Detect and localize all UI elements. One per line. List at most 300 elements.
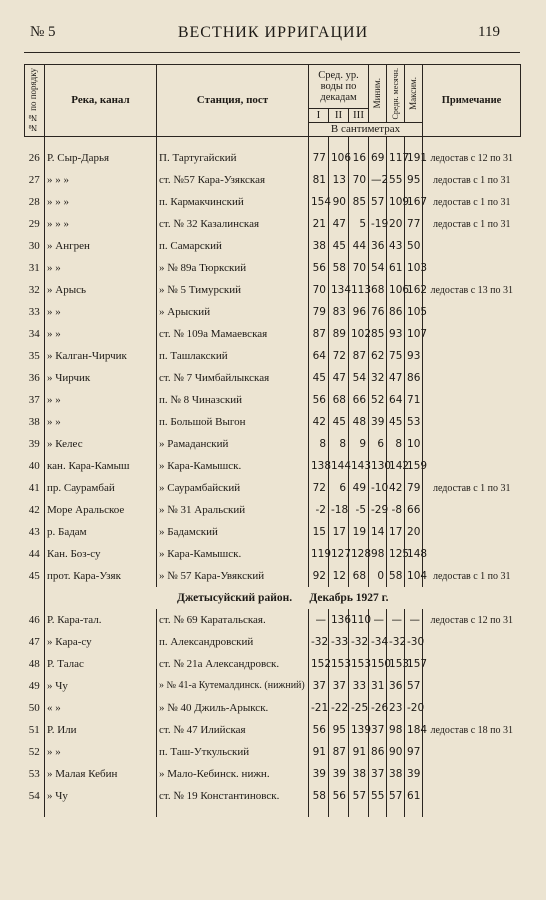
table-row (25, 213, 521, 235)
cell-river: » Калган-Чирчик (45, 345, 157, 367)
cell-d2: 45 (329, 411, 349, 433)
cell-min: 68 (369, 279, 387, 301)
cell-river: Море Аральское (45, 499, 157, 521)
cell-station: » № 41-а Кутемалдинск. (нижний) (157, 675, 309, 697)
table-row (25, 301, 521, 323)
cell-n: 28 (28, 195, 40, 208)
cell-n: 51 (28, 723, 40, 736)
cell-min: 150 (369, 653, 387, 675)
cell-d3: 57 (349, 785, 369, 807)
cell-d2: 68 (329, 389, 349, 411)
cell-station: » № 89а Тюркский (157, 257, 309, 279)
cell-d1: 79 (309, 301, 329, 323)
cell-station: П. Тартугайский (157, 147, 309, 169)
cell-station: » Кара-Камышск. (157, 543, 309, 565)
cell-d2: 56 (329, 785, 349, 807)
cell-d3: 96 (349, 301, 369, 323)
cell-d1: 119 (309, 543, 329, 565)
cell-max: 79 (405, 477, 423, 499)
cell-min: 57 (369, 191, 387, 213)
table-row (25, 741, 521, 763)
cell-d1: 8 (309, 433, 329, 455)
cell-d1: — (309, 609, 329, 631)
cell-max: 20 (405, 521, 423, 543)
cell-station: п. Большой Выгон (157, 411, 309, 433)
cell-note (423, 697, 521, 719)
cell-mean: 90 (387, 741, 405, 763)
cell-mean: 125 (387, 543, 405, 565)
spacer-row (25, 137, 521, 148)
table-row (25, 609, 521, 631)
cell-n: 30 (28, 239, 40, 252)
cell-min: 85 (369, 323, 387, 345)
cell-d3: 87 (349, 345, 369, 367)
cell-d3: 44 (349, 235, 369, 257)
section-row (25, 587, 521, 609)
cell-min: —2 (369, 169, 387, 191)
cell-max: 53 (405, 411, 423, 433)
cell-note: ледостав с 1 по 31 (423, 565, 521, 587)
cell-max: 105 (405, 301, 423, 323)
cell-n: 46 (28, 613, 40, 626)
cell-d2: 47 (329, 213, 349, 235)
table-row (25, 147, 521, 169)
cell-mean: 117 (387, 147, 405, 169)
water-level-table (24, 64, 521, 817)
cell-max: 61 (405, 785, 423, 807)
cell-d1: 87 (309, 323, 329, 345)
cell-d2: 39 (329, 763, 349, 785)
cell-river: Р. Или (45, 719, 157, 741)
cell-d2: 47 (329, 367, 349, 389)
table-row (25, 477, 521, 499)
cell-station: п. Самарский (157, 235, 309, 257)
table-row (25, 279, 521, 301)
cell-note: ледостав с 12 по 31 (423, 609, 521, 631)
cell-note (423, 345, 521, 367)
cell-d1: -21 (309, 697, 329, 719)
cell-d3: 38 (349, 763, 369, 785)
cell-mean: — (387, 609, 405, 631)
cell-river: » » » (45, 191, 157, 213)
col-header-river: Река, канал (45, 65, 157, 137)
cell-min: 54 (369, 257, 387, 279)
cell-min: -29 (369, 499, 387, 521)
col-header-dec1: I (309, 109, 329, 123)
cell-n: 33 (28, 305, 40, 318)
cell-d2: -18 (329, 499, 349, 521)
cell-max: 167 (405, 191, 423, 213)
cell-river: » Чу (45, 675, 157, 697)
cell-mean: 36 (387, 675, 405, 697)
cell-mean: 93 (387, 323, 405, 345)
cell-mean: 106 (387, 279, 405, 301)
cell-n: 26 (28, 151, 40, 164)
table-row (25, 785, 521, 807)
cell-d2: 127 (329, 543, 349, 565)
cell-note (423, 499, 521, 521)
table-row (25, 763, 521, 785)
cell-d2: 13 (329, 169, 349, 191)
cell-note (423, 301, 521, 323)
cell-min: -19 (369, 213, 387, 235)
col-header-station: Станция, пост (157, 65, 309, 137)
cell-note (423, 631, 521, 653)
cell-n: 38 (28, 415, 40, 428)
cell-min: 14 (369, 521, 387, 543)
cell-d2: 17 (329, 521, 349, 543)
cell-d1: 77 (309, 147, 329, 169)
cell-min: 39 (369, 411, 387, 433)
cell-river: пр. Саурамбай (45, 477, 157, 499)
cell-min: 37 (369, 763, 387, 785)
cell-min: 6 (369, 433, 387, 455)
cell-river: » » (45, 389, 157, 411)
cell-river: прот. Кара-Узяк (45, 565, 157, 587)
cell-station: п. Ташлакский (157, 345, 309, 367)
section-region: Джетысуйский район. (177, 591, 293, 604)
cell-d1: 81 (309, 169, 329, 191)
table-row (25, 697, 521, 719)
cell-max: 71 (405, 389, 423, 411)
cell-mean: 8 (387, 433, 405, 455)
cell-river: » Арысь (45, 279, 157, 301)
cell-d3: 153 (349, 653, 369, 675)
cell-d2: 45 (329, 235, 349, 257)
cell-station: п. Таш-Уткульский (157, 741, 309, 763)
cell-station: » Мало-Кебинск. нижн. (157, 763, 309, 785)
cell-d3: 33 (349, 675, 369, 697)
cell-n: 49 (28, 679, 40, 692)
table-row (25, 543, 521, 565)
cell-mean: 58 (387, 565, 405, 587)
cell-n: 27 (28, 173, 40, 186)
cell-station: ст. № 21а Александровск. (157, 653, 309, 675)
cell-d2: -33 (329, 631, 349, 653)
cell-river: » » (45, 257, 157, 279)
col-header-dec3: III (349, 109, 369, 123)
cell-min: -10 (369, 477, 387, 499)
cell-d2: 95 (329, 719, 349, 741)
cell-station: п. Александровский (157, 631, 309, 653)
cell-max: 148 (405, 543, 423, 565)
cell-mean: 86 (387, 301, 405, 323)
table-row (25, 257, 521, 279)
cell-river: « » (45, 697, 157, 719)
cell-d1: 42 (309, 411, 329, 433)
cell-d3: 54 (349, 367, 369, 389)
cell-mean: 142 (387, 455, 405, 477)
cell-d3: -32 (349, 631, 369, 653)
table-row (25, 565, 521, 587)
table-row (25, 411, 521, 433)
cell-max: 162 (405, 279, 423, 301)
cell-d1: 152 (309, 653, 329, 675)
cell-min: 36 (369, 235, 387, 257)
cell-min: -26 (369, 697, 387, 719)
journal-title: ВЕСТНИК ИРРИГАЦИИ (177, 24, 369, 41)
cell-station: ст. №57 Кара-Узякская (157, 169, 309, 191)
cell-max: -20 (405, 697, 423, 719)
cell-d1: 92 (309, 565, 329, 587)
cell-mean: 38 (387, 763, 405, 785)
cell-n: 45 (28, 569, 40, 582)
cell-note (423, 653, 521, 675)
cell-river: » » » (45, 169, 157, 191)
cell-min: 98 (369, 543, 387, 565)
issue-number: № 5 (30, 24, 56, 40)
table-row (25, 433, 521, 455)
table-row (25, 499, 521, 521)
cell-max: 159 (405, 455, 423, 477)
cell-mean: 43 (387, 235, 405, 257)
page-header (0, 24, 546, 50)
cell-d1: 58 (309, 785, 329, 807)
table-row (25, 169, 521, 191)
col-header-min: Миним. (369, 65, 387, 123)
cell-note (423, 367, 521, 389)
cell-note (423, 741, 521, 763)
cell-d2: 8 (329, 433, 349, 455)
cell-d3: 91 (349, 741, 369, 763)
cell-max: 93 (405, 345, 423, 367)
cell-d2: 136 (329, 609, 349, 631)
cell-mean: 98 (387, 719, 405, 741)
cell-min: 69 (369, 147, 387, 169)
cell-note (423, 521, 521, 543)
cell-mean: 64 (387, 389, 405, 411)
cell-d1: 15 (309, 521, 329, 543)
table-row (25, 235, 521, 257)
cell-d1: 138 (309, 455, 329, 477)
cell-n: 31 (28, 261, 40, 274)
cell-d2: 90 (329, 191, 349, 213)
cell-river: » » (45, 411, 157, 433)
cell-d2: 83 (329, 301, 349, 323)
cell-d3: -5 (349, 499, 369, 521)
cell-n: 41 (28, 481, 40, 494)
cell-note (423, 763, 521, 785)
cell-max: 50 (405, 235, 423, 257)
cell-n: 36 (28, 371, 40, 384)
cell-note (423, 675, 521, 697)
cell-station: ст. № 32 Казалинская (157, 213, 309, 235)
cell-station: » № 57 Кара-Увякский (157, 565, 309, 587)
cell-min: 0 (369, 565, 387, 587)
cell-min: 52 (369, 389, 387, 411)
cell-river: Р. Кара-тал. (45, 609, 157, 631)
cell-max: 57 (405, 675, 423, 697)
cell-d3: 143 (349, 455, 369, 477)
cell-min: 37 (369, 719, 387, 741)
cell-n: 39 (28, 437, 40, 450)
cell-d3: 85 (349, 191, 369, 213)
cell-n: 34 (28, 327, 40, 340)
page-number: 119 (478, 24, 500, 40)
cell-d3: 70 (349, 257, 369, 279)
cell-d3: 19 (349, 521, 369, 543)
cell-d1: 38 (309, 235, 329, 257)
cell-note (423, 455, 521, 477)
cell-mean: 47 (387, 367, 405, 389)
col-header-avg: Сред. ур. воды по декадам (309, 65, 369, 109)
cell-river: » Малая Кебин (45, 763, 157, 785)
cell-river: р. Бадам (45, 521, 157, 543)
cell-d1: 45 (309, 367, 329, 389)
cell-d2: -22 (329, 697, 349, 719)
cell-d3: 102 (349, 323, 369, 345)
cell-d2: 106 (329, 147, 349, 169)
cell-mean: 57 (387, 785, 405, 807)
cell-max: 97 (405, 741, 423, 763)
cell-max: 103 (405, 257, 423, 279)
cell-n: 50 (28, 701, 40, 714)
cell-d2: 134 (329, 279, 349, 301)
cell-station: ст. № 19 Константиновск. (157, 785, 309, 807)
cell-d2: 153 (329, 653, 349, 675)
cell-river: кан. Кара-Камыш (45, 455, 157, 477)
cell-note: ледостав с 12 по 31 (423, 147, 521, 169)
cell-note (423, 257, 521, 279)
table-row (25, 521, 521, 543)
cell-d3: 49 (349, 477, 369, 499)
cell-n: 48 (28, 657, 40, 670)
cell-d1: 21 (309, 213, 329, 235)
cell-station: п. № 8 Чиназский (157, 389, 309, 411)
cell-min: 32 (369, 367, 387, 389)
cell-station: » № 5 Тимурский (157, 279, 309, 301)
cell-station: ст. № 7 Чимбайлыкская (157, 367, 309, 389)
cell-mean: -32 (387, 631, 405, 653)
cell-d1: 39 (309, 763, 329, 785)
cell-station: » № 40 Джиль-Арыкск. (157, 697, 309, 719)
cell-river: » Ангрен (45, 235, 157, 257)
cell-river: » Кара-су (45, 631, 157, 653)
cell-d1: 91 (309, 741, 329, 763)
cell-mean: 20 (387, 213, 405, 235)
cell-n: 54 (28, 789, 40, 802)
cell-n: 29 (28, 217, 40, 230)
cell-mean: 45 (387, 411, 405, 433)
cell-d1: -32 (309, 631, 329, 653)
cell-d2: 87 (329, 741, 349, 763)
cell-n: 44 (28, 547, 40, 560)
cell-d2: 144 (329, 455, 349, 477)
cell-note (423, 543, 521, 565)
cell-station: п. Кармакчинский (157, 191, 309, 213)
cell-d3: 9 (349, 433, 369, 455)
cell-min: 76 (369, 301, 387, 323)
cell-n: 37 (28, 393, 40, 406)
cell-note: ледостав с 13 по 31 (423, 279, 521, 301)
cell-d2: 12 (329, 565, 349, 587)
cell-max: 184 (405, 719, 423, 741)
cell-note (423, 323, 521, 345)
table-row (25, 345, 521, 367)
cell-max: 39 (405, 763, 423, 785)
cell-note: ледостав с 1 по 31 (423, 169, 521, 191)
cell-max: 95 (405, 169, 423, 191)
cell-d2: 72 (329, 345, 349, 367)
cell-d1: -2 (309, 499, 329, 521)
cell-d1: 154 (309, 191, 329, 213)
cell-max: 77 (405, 213, 423, 235)
cell-station: » Саурамбайский (157, 477, 309, 499)
cell-min: 55 (369, 785, 387, 807)
cell-mean: 61 (387, 257, 405, 279)
cell-d3: 110 (349, 609, 369, 631)
cell-d2: 6 (329, 477, 349, 499)
cell-max: 66 (405, 499, 423, 521)
cell-min: 62 (369, 345, 387, 367)
cell-d3: 66 (349, 389, 369, 411)
cell-d1: 72 (309, 477, 329, 499)
cell-d1: 56 (309, 389, 329, 411)
cell-d1: 56 (309, 719, 329, 741)
table-row (25, 389, 521, 411)
cell-n: 53 (28, 767, 40, 780)
cell-d3: 70 (349, 169, 369, 191)
cell-n: 35 (28, 349, 40, 362)
cell-mean: -8 (387, 499, 405, 521)
cell-river: » » » (45, 213, 157, 235)
cell-d1: 64 (309, 345, 329, 367)
table-row (25, 675, 521, 697)
cell-river: » » (45, 301, 157, 323)
cell-note (423, 411, 521, 433)
cell-mean: 42 (387, 477, 405, 499)
cell-station: ст. № 109а Мамаевская (157, 323, 309, 345)
cell-river: » Чу (45, 785, 157, 807)
table-row (25, 455, 521, 477)
table-row (25, 653, 521, 675)
cell-note: ледостав с 1 по 31 (423, 477, 521, 499)
cell-mean: 109 (387, 191, 405, 213)
cell-river: » Чирчик (45, 367, 157, 389)
cell-n: 52 (28, 745, 40, 758)
cell-max: 10 (405, 433, 423, 455)
cell-river: » » (45, 741, 157, 763)
cell-station: ст. № 69 Каратальская. (157, 609, 309, 631)
cell-n: 47 (28, 635, 40, 648)
table-row (25, 323, 521, 345)
cell-max: -30 (405, 631, 423, 653)
cell-station: » Бадамский (157, 521, 309, 543)
cell-d2: 37 (329, 675, 349, 697)
cell-d1: 56 (309, 257, 329, 279)
cell-n: 42 (28, 503, 40, 516)
cell-max: — (405, 609, 423, 631)
section-period: Декабрь 1927 г. (309, 591, 389, 604)
cell-d3: 139 (349, 719, 369, 741)
cell-station: » Кара-Камышск. (157, 455, 309, 477)
cell-d3: 113 (349, 279, 369, 301)
cell-d3: 5 (349, 213, 369, 235)
cell-n: 40 (28, 459, 40, 472)
cell-station: ст. № 47 Илийская (157, 719, 309, 741)
cell-max: 157 (405, 653, 423, 675)
cell-d1: 37 (309, 675, 329, 697)
cell-river: » Келес (45, 433, 157, 455)
cell-mean: 23 (387, 697, 405, 719)
cell-d3: 68 (349, 565, 369, 587)
cell-min: — (369, 609, 387, 631)
cell-d3: 128 (349, 543, 369, 565)
table-row (25, 719, 521, 741)
cell-note (423, 785, 521, 807)
cell-d3: 16 (349, 147, 369, 169)
col-header-note: Примечание (423, 65, 521, 137)
